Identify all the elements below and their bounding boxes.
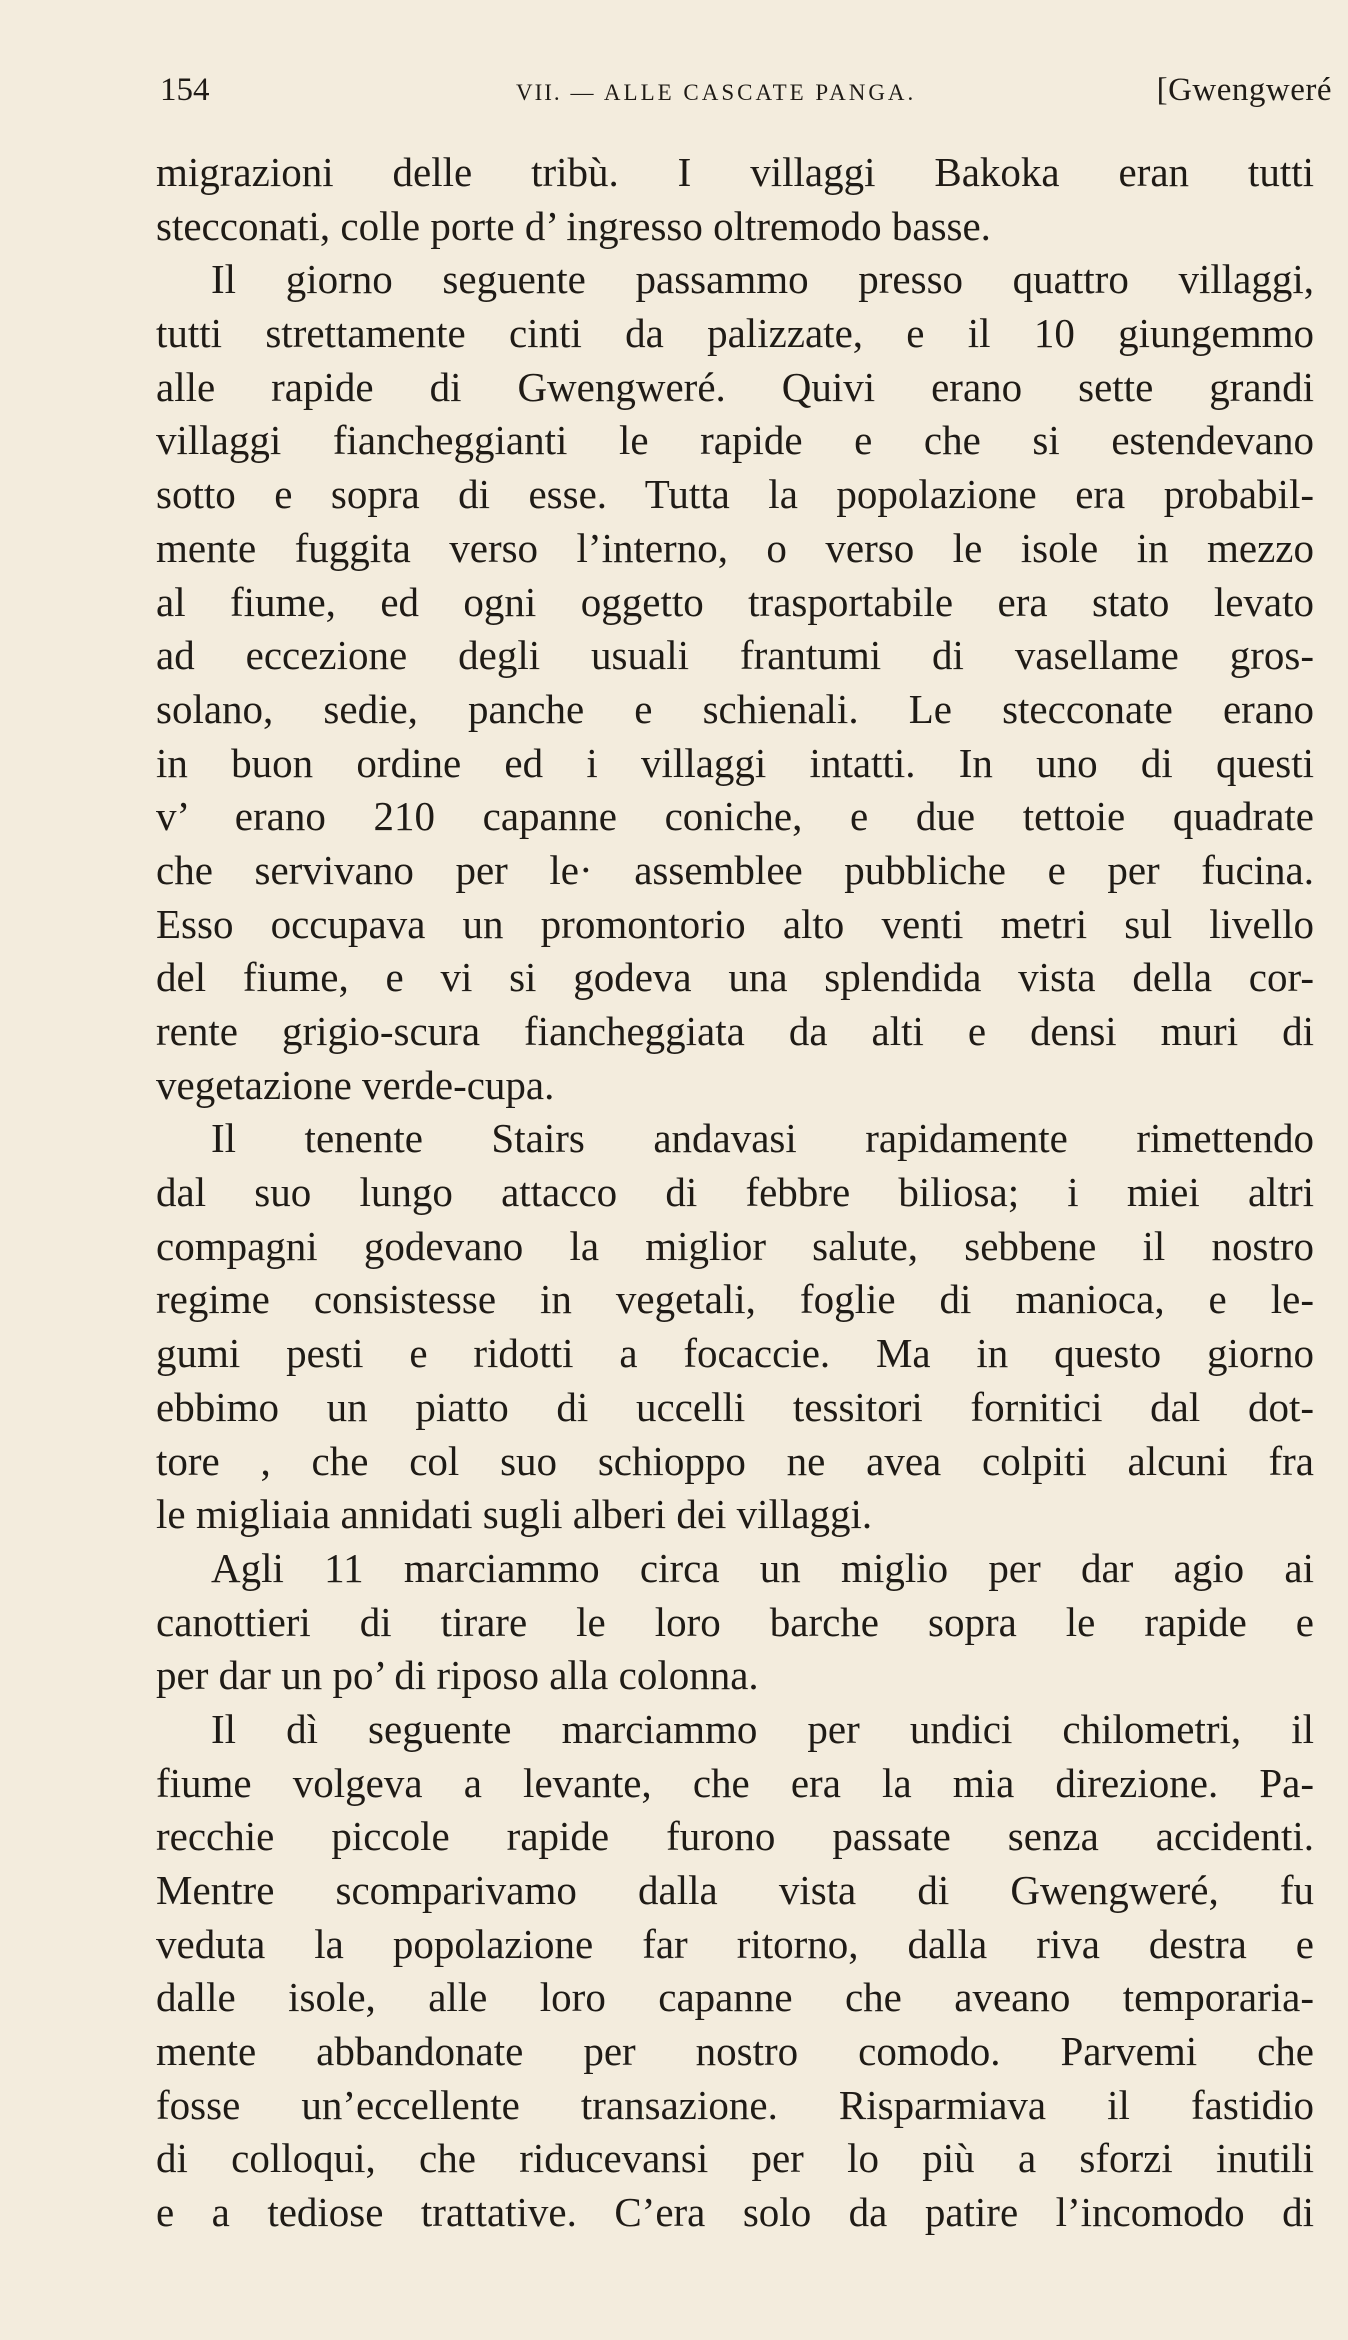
text-line: regime consistesse in vegetali, foglie di manioca, e le- (156, 1276, 1314, 1323)
text-line: Il tenente Stairs andavasi rapidamente rimettendo (211, 1115, 1314, 1162)
text-line: del fiume, e vi si godeva una splendida vista della cor- (156, 954, 1314, 1001)
text-line: sotto e sopra di esse. Tutta la popolazione era probabil- (156, 471, 1314, 518)
text-line: mente fuggita verso l’interno, o verso le isole in mezzo (156, 524, 1314, 571)
text-line: dal suo lungo attacco di febbre biliosa; i miei altri (156, 1169, 1314, 1216)
text-line: veduta la popolazione far ritorno, dalla riva destra e (156, 1920, 1314, 1967)
text-line: ad eccezione degli usuali frantumi di vasellame gros- (156, 632, 1314, 679)
text-line: in buon ordine ed i villaggi intatti. In uno di questi (156, 739, 1314, 786)
text-line: mente abbandonate per nostro comodo. Parvemi che (156, 2028, 1314, 2075)
text-line: stecconati, colle porte d’ ingresso oltremodo basse. (156, 202, 991, 249)
text-line: di colloqui, che riducevansi per lo più a sforzi inutili (156, 2135, 1314, 2182)
text-line: Agli 11 marciammo circa un miglio per dar agio ai (211, 1544, 1314, 1591)
text-line: tore , che col suo schioppo ne avea colpiti alcuni fra (156, 1437, 1314, 1484)
text-line: fiume volgeva a levante, che era la mia direzione. Pa- (156, 1759, 1314, 1806)
text-line: vegetazione verde-cupa. (156, 1061, 555, 1108)
chapter-number: VII. (516, 80, 562, 105)
text-line: dalle isole, alle loro capanne che aveano temporaria- (156, 1974, 1314, 2021)
text-line: rente grigio-scura fiancheggiata da alti e densi muri di (156, 1008, 1314, 1054)
text-line: villaggi fiancheggianti le rapide e che si estendevano (156, 417, 1314, 464)
text-line: migrazioni delle tribù. I villaggi Bakoka eran tutti (156, 149, 1314, 195)
text-line: recchie piccole rapide furono passate senza accidenti. (156, 1813, 1314, 1860)
text-line: al fiume, ed ogni oggetto trasportabile era stato levato (156, 578, 1314, 625)
running-title (516, 80, 916, 106)
text-line: fosse un’eccellente transazione. Risparmiava il fastidio (156, 2081, 1314, 2128)
title-dash: — (570, 80, 597, 105)
page-header (160, 72, 1332, 122)
text-line: tutti strettamente cinti da palizzate, e il 10 giungemmo (156, 310, 1314, 357)
text-line: per dar un po’ di riposo alla colonna. (156, 1652, 759, 1699)
text-line: canottieri di tirare le loro barche sopra le rapide e (156, 1598, 1314, 1645)
text-line: e a tediose trattative. C’era solo da patire l’incomodo di (156, 2189, 1314, 2236)
running-head-right: [Gwengweré (1156, 72, 1332, 108)
text-line: che servivano per le· assemblee pubbliche e per fucina. (156, 846, 1314, 893)
page-number: 154 (160, 72, 210, 108)
text-line: le migliaia annidati sugli alberi dei villaggi. (156, 1491, 873, 1538)
text-line: ebbimo un piatto di uccelli tessitori fornitici dal dot- (156, 1383, 1314, 1430)
text-line: v’ erano 210 capanne coniche, e due tettoie quadrate (156, 793, 1314, 840)
section-title: ALLE CASCATE PANGA. (603, 80, 917, 105)
text-line: alle rapide di Gwengweré. Quivi erano sette grandi (156, 363, 1314, 410)
text-line: solano, sedie, panche e schienali. Le stecconate erano (156, 685, 1314, 732)
text-line: compagni godevano la miglior salute, sebbene il nostro (156, 1222, 1314, 1269)
text-line: Il dì seguente marciammo per undici chilometri, il (211, 1705, 1314, 1752)
text-line: Il giorno seguente passammo presso quattro villaggi, (211, 256, 1314, 303)
text-line: Mentre scomparivamo dalla vista di Gwengweré, fu (156, 1867, 1314, 1913)
text-line: Esso occupava un promontorio alto venti metri sul livello (156, 900, 1314, 947)
text-line: gumi pesti e ridotti a focaccie. Ma in questo giorno (156, 1330, 1314, 1377)
body-text (156, 146, 1314, 2240)
